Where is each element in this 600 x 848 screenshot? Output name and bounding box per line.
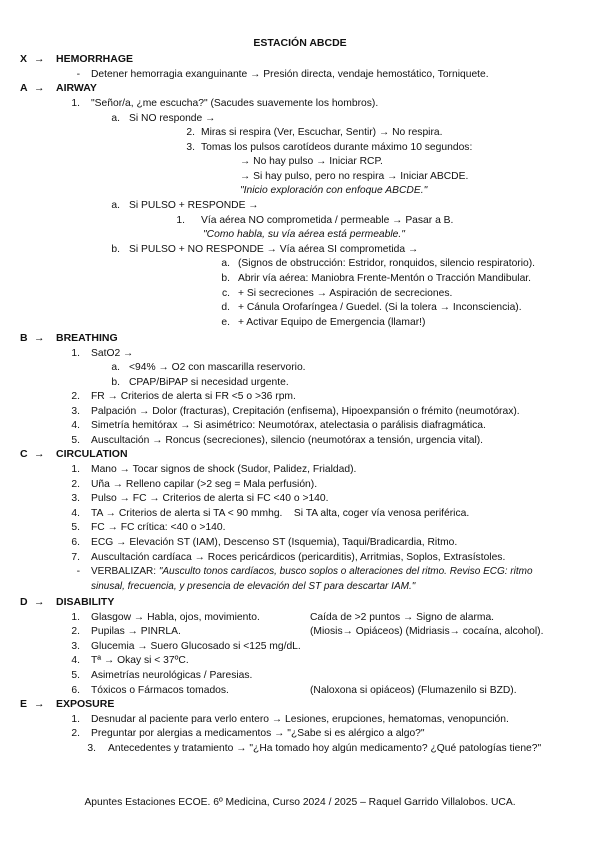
list-item: Antecedentes y tratamiento → "¿Ha tomado hoy algún medicamento? ¿Qué patologías tiene?" [108, 743, 542, 754]
list-marker: 1. [71, 464, 80, 475]
section-name: HEMORRHAGE [56, 53, 134, 65]
section-name: DISABILITY [56, 596, 115, 608]
list-item: → Si hay pulso, pero no respira → Iniciar ABCDE. [240, 171, 469, 182]
arrow-icon: → [34, 332, 45, 344]
list-item: + Si secreciones → Aspiración de secreciones. [238, 288, 453, 299]
list-item: Abrir vía aérea: Maniobra Frente-Mentón o Tracción Mandibular. [238, 273, 532, 284]
list-marker: 3. [87, 743, 96, 754]
list-item: Tª → Okay si < 37ºC. [91, 655, 189, 666]
section-letter: X [20, 53, 28, 65]
list-marker: 3. [71, 493, 80, 504]
list-marker: 2. [186, 127, 195, 138]
quote-text: sinusal, frecuencia, y presencia de elevación del ST para descartar IAM." [91, 581, 416, 592]
section-b-header [20, 332, 118, 344]
list-marker: 6. [71, 537, 80, 548]
list-marker: d. [221, 302, 230, 313]
list-marker: 7. [71, 552, 80, 563]
list-marker: a. [111, 362, 120, 373]
list-item: ECG → Elevación ST (IAM), Descenso ST (Isquemia), Taqui/Bradicardia, Ritmo. [91, 537, 458, 548]
list-item: Auscultación → Roncus (secreciones), silencio (neumotórax a tensión, urgencia vital). [91, 435, 484, 446]
list-marker: a. [221, 258, 230, 269]
list-item-note: Caída de >2 puntos → Signo de alarma. [310, 612, 495, 623]
section-letter: D [20, 596, 28, 608]
section-letter: E [20, 698, 28, 710]
list-item: Glucemia → Suero Glucosado si <125 mg/dL. [91, 641, 301, 652]
list-item: Tomas los pulsos carotídeos durante máximo 10 segundos: [201, 142, 473, 153]
list-item [91, 565, 533, 578]
section-name: BREATHING [56, 332, 118, 344]
quote-text: "Ausculto tonos cardíacos, busco soplos o alteraciones del ritmo. Reviso ECG: ritmo [158, 566, 533, 577]
arrow-icon: → [34, 82, 45, 94]
list-item: SatO2 → [91, 348, 134, 359]
list-marker: 3. [71, 406, 80, 417]
list-item-note: (Naloxona si opiáceos) (Flumazenilo si BZD). [310, 685, 517, 696]
list-marker: 2. [71, 728, 80, 739]
list-marker: 3. [186, 142, 195, 153]
list-marker: 4. [71, 655, 80, 666]
page-footer: Apuntes Estaciones ECOE. 6º Medicina, Curso 2024 / 2025 – Raquel Garrido Villalobos. UCA. [84, 797, 516, 808]
list-marker: 5. [71, 435, 80, 446]
list-item: Si NO responde → [129, 113, 216, 124]
section-letter: B [20, 332, 28, 344]
list-item: Glasgow → Habla, ojos, movimiento. [91, 612, 260, 623]
list-marker: 1. [71, 714, 80, 725]
list-item: Vía aérea NO comprometida / permeable → Pasar a B. [201, 215, 454, 226]
list-marker: 2. [71, 626, 80, 637]
section-a-header [20, 82, 97, 94]
list-marker: a. [111, 200, 120, 211]
list-marker: 2. [71, 479, 80, 490]
section-e-header [20, 698, 114, 710]
list-item: Pupilas → PINRLA. [91, 626, 181, 637]
list-item: "Señor/a, ¿me escucha?" (Sacudes suavemente los hombros). [91, 98, 379, 109]
arrow-icon: → [34, 448, 45, 460]
list-marker: - [76, 566, 80, 577]
list-item: → No hay pulso → Iniciar RCP. [240, 156, 383, 167]
page-title: ESTACIÓN ABCDE [253, 37, 347, 49]
list-marker: 6. [71, 685, 80, 696]
list-marker: 4. [71, 420, 80, 431]
list-marker: c. [221, 288, 230, 299]
list-marker: 1. [71, 98, 80, 109]
list-marker: 5. [71, 670, 80, 681]
section-letter: C [20, 448, 28, 460]
arrow-icon: → [34, 698, 45, 710]
list-item: Pulso → FC → Criterios de alerta si FC <40 o >140. [91, 493, 329, 504]
list-item: Auscultación cardíaca → Roces pericárdicos (pericarditis), Arritmias, Soplos, Extrasístoles. [91, 552, 506, 563]
list-item: Desnudar al paciente para verlo entero → Lesiones, erupciones, hematomas, venopunción. [91, 714, 509, 725]
list-marker: e. [221, 317, 230, 328]
list-marker: b. [111, 244, 120, 255]
list-item: Uña → Relleno capilar (>2 seg = Mala perfusión). [91, 479, 318, 490]
section-name: AIRWAY [56, 82, 97, 94]
list-item: + Activar Equipo de Emergencia (llamar!) [238, 317, 426, 328]
list-item: Simetría hemitórax → Si asimétrico: Neumotórax, atelectasia o parálisis diafragmática. [91, 420, 486, 431]
section-x-header [20, 53, 133, 65]
list-item: Detener hemorragia exanguinante → Presión directa, vendaje hemostático, Torniquete. [91, 69, 489, 80]
arrow-icon: → [34, 596, 45, 608]
list-marker: 2. [71, 391, 80, 402]
list-marker: 1. [71, 612, 80, 623]
list-marker: 1. [71, 348, 80, 359]
section-name: CIRCULATION [56, 448, 128, 460]
section-d-header [20, 596, 114, 608]
list-item: Palpación → Dolor (fracturas), Crepitación (enfisema), Hipoexpansión o frémito (neumotórax). [91, 406, 520, 417]
arrow-icon: → [34, 53, 45, 65]
list-item: FR → Criterios de alerta si FR <5 o >36 rpm. [91, 391, 296, 402]
list-marker: 3. [71, 641, 80, 652]
list-item: FC → FC crítica: <40 o >140. [91, 522, 226, 533]
list-item: Asimetrías neurológicas / Paresias. [91, 670, 253, 681]
list-marker: a. [111, 113, 120, 124]
list-marker: - [76, 69, 80, 80]
list-marker: b. [111, 377, 120, 388]
list-marker: 5. [71, 522, 80, 533]
quote-text: "Inicio exploración con enfoque ABCDE." [240, 185, 428, 196]
list-item: Tóxicos o Fármacos tomados. [91, 685, 229, 696]
list-marker: 1. [176, 215, 185, 226]
list-marker: b. [221, 273, 230, 284]
list-item: <94% → O2 con mascarilla reservorio. [129, 362, 306, 373]
list-item: Preguntar por alergias a medicamentos → "¿Sabe si es alérgico a algo?" [91, 728, 425, 739]
quote-text: "Como habla, su vía aérea está permeable." [203, 229, 405, 240]
list-marker: 4. [71, 508, 80, 519]
section-letter: A [20, 82, 28, 94]
list-item: (Signos de obstrucción: Estridor, ronquidos, silencio respiratorio). [238, 258, 536, 269]
list-item-note: (Miosis→ Opiáceos) (Midriasis→ cocaína, alcohol). [310, 626, 544, 637]
verbalize-label: VERBALIZAR: [91, 566, 157, 577]
list-item: Miras si respira (Ver, Escuchar, Sentir) → No respira. [201, 127, 443, 138]
section-c-header [20, 448, 128, 460]
list-item: Si PULSO + NO RESPONDE → Vía aérea SI comprometida → [129, 244, 419, 255]
list-item: Si PULSO + RESPONDE → [129, 200, 259, 211]
list-item: + Cánula Orofaríngea / Guedel. (Si la tolera → Inconsciencia). [238, 302, 522, 313]
list-item: TA → Criterios de alerta si TA < 90 mmhg. Si TA alta, coger vía venosa periférica. [91, 508, 470, 519]
list-item: Mano → Tocar signos de shock (Sudor, Palidez, Frialdad). [91, 464, 357, 475]
section-name: EXPOSURE [56, 698, 115, 710]
list-item: CPAP/BiPAP si necesidad urgente. [129, 377, 289, 388]
